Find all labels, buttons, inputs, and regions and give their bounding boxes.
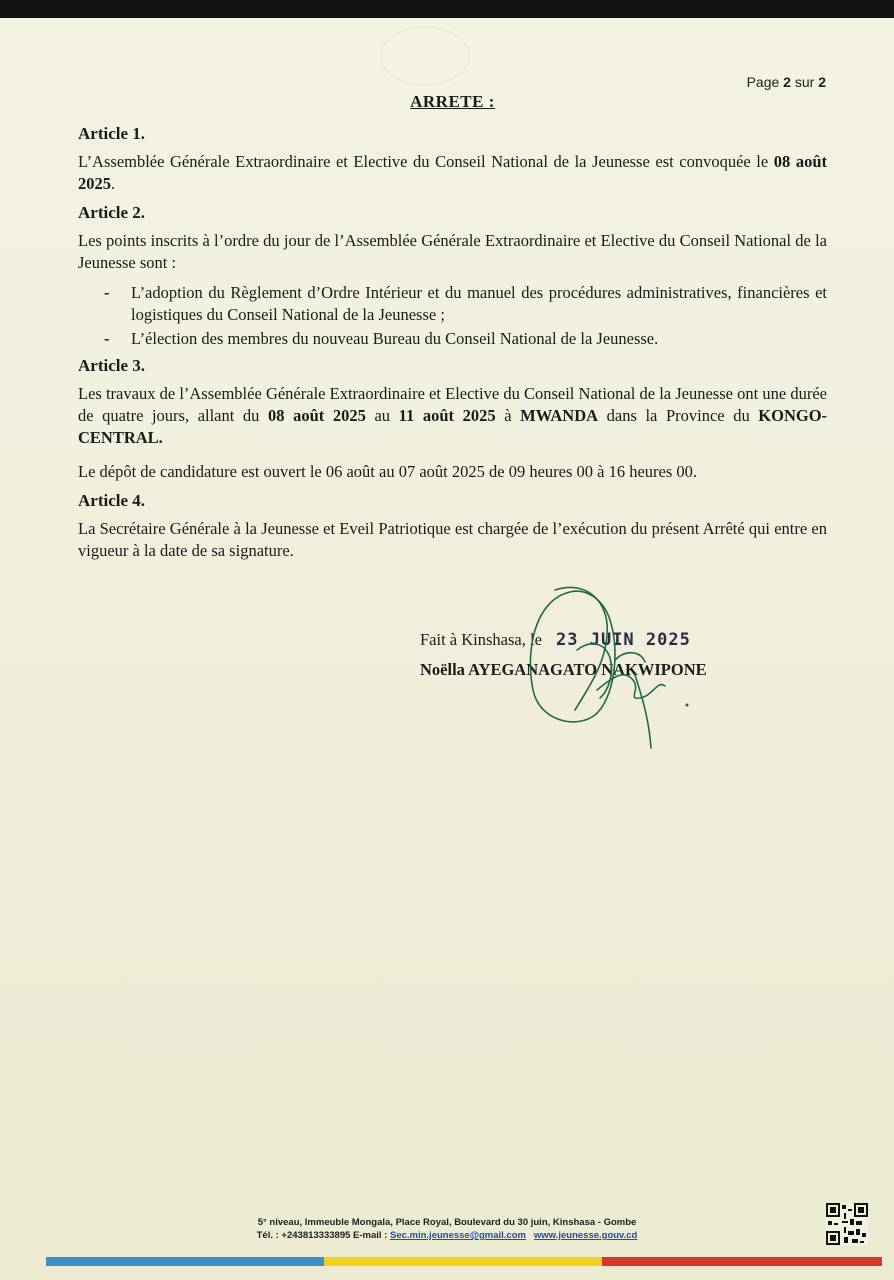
signer-name: Noëlla AYEGANAGATO NAKWIPONE	[420, 660, 707, 679]
document-title: ARRETE :	[410, 92, 495, 111]
website-link[interactable]: www.jeunesse.gouv.cd	[533, 1230, 638, 1241]
email-link[interactable]: Sec.min.jeunesse@gmail.com	[389, 1230, 526, 1241]
document-body	[78, 92, 827, 570]
article-heading: Article 1.	[78, 124, 146, 143]
article-paragraph: La Secrétaire Générale à la Jeunesse et Eveil Patriotique est chargée de l’exécution du présent Arrêté qui entre en vigueur à la date de sa signature.	[78, 519, 827, 560]
article-2	[78, 203, 827, 350]
footer-contact-line: Tél. : +243813333895 E-mail : Sec.min.jeunesse@gmail.com www.jeunesse.gouv.cd	[256, 1230, 638, 1241]
top-black-bar	[0, 0, 894, 18]
faint-emblem-watermark	[380, 26, 470, 86]
agenda-list	[78, 282, 827, 350]
handwritten-signature	[515, 580, 705, 755]
article-paragraph: Le dépôt de candidature est ouvert le 06 août au 07 août 2025 de 09 heures 00 à 16 heures 00.	[78, 462, 698, 481]
article-heading: Article 2.	[78, 203, 146, 222]
article-heading: Article 4.	[78, 491, 146, 510]
article-paragraph: L’Assemblée Générale Extraordinaire et Elective du Conseil National de la Jeunesse est convoquée le 08 août 2025.	[78, 152, 827, 193]
list-item: - L’adoption du Règlement d’Ordre Intérieur et du manuel des procédures administratives, financières et logistiques du Conseil National de la Jeunesse ;	[104, 283, 827, 324]
article-3	[78, 356, 827, 483]
page-number: Page 2 sur 2	[746, 74, 826, 90]
list-item: - L’élection des membres du nouveau Bureau du Conseil National de la Jeunesse.	[104, 329, 659, 348]
article-heading: Article 3.	[78, 356, 146, 375]
date-stamp: 23 JUIN 2025	[556, 630, 691, 650]
qr-code	[826, 1203, 868, 1245]
footer-contact	[0, 1216, 894, 1242]
article-4	[78, 491, 827, 562]
place-date-line: Fait à Kinshasa, le 23 JUIN 2025	[420, 630, 691, 650]
footer-address: 5° niveau, Immeuble Mongala, Place Royal, Boulevard du 30 juin, Kinshasa - Gombe	[257, 1217, 637, 1228]
flag-color-stripe	[46, 1257, 882, 1266]
article-paragraph: Les points inscrits à l’ordre du jour de l’Assemblée Générale Extraordinaire et Elective du Conseil National de la Jeunesse sont :	[78, 231, 827, 272]
article-1	[78, 124, 827, 195]
article-paragraph: Les travaux de l’Assemblée Générale Extraordinaire et Elective du Conseil National de la Jeunesse ont une durée de quatre jours, allant du 08 août 2025 au 11 août 2025 à MWANDA dans la Province du KONGO-CENTRAL.	[78, 384, 828, 447]
